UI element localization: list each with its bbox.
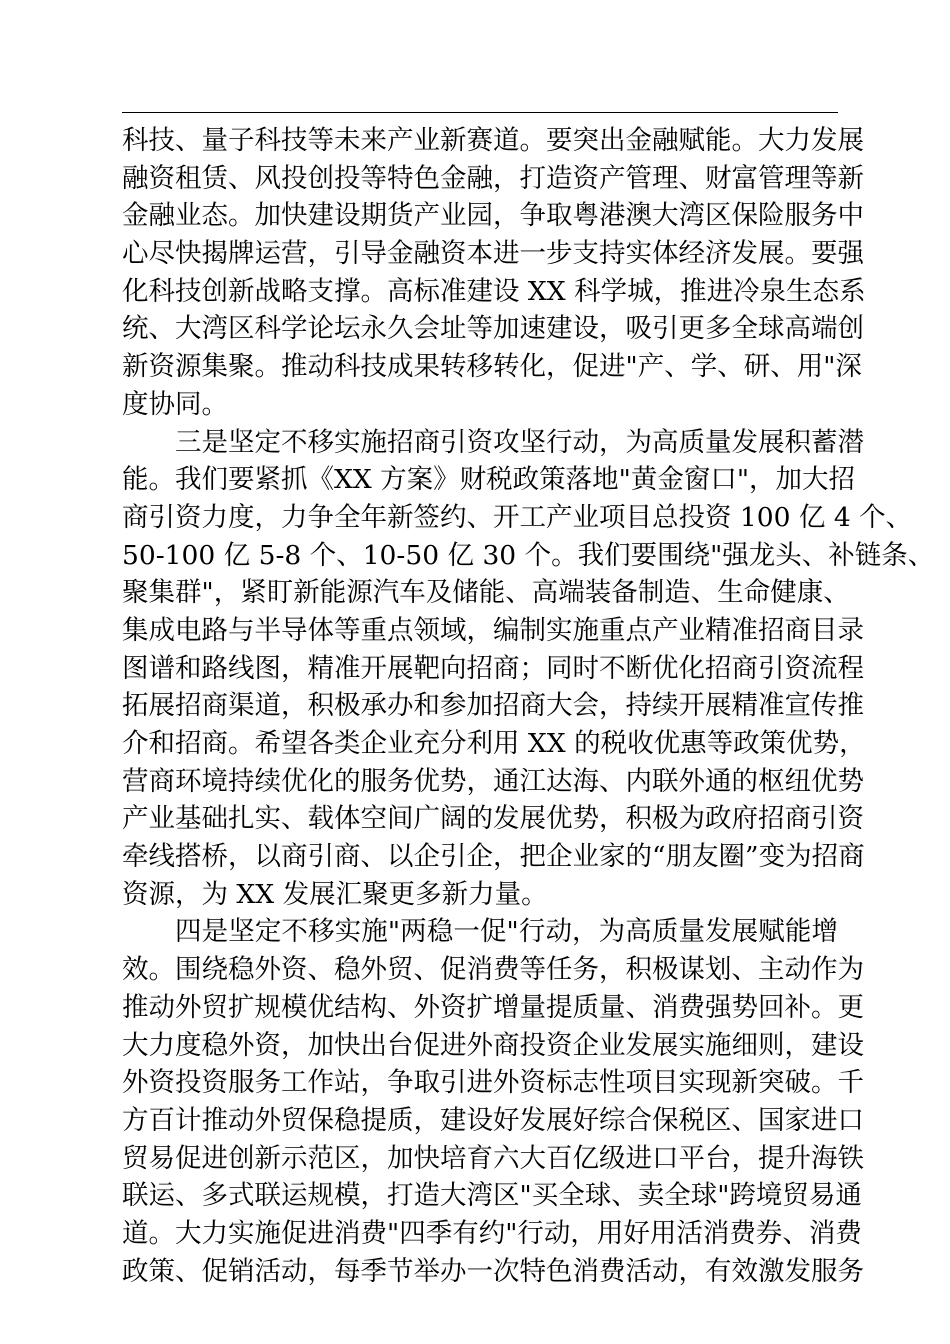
text-line: 金融业态。加快建设期货产业园，争取粤港澳大湾区保险服务中 bbox=[122, 200, 864, 232]
text-line: 化科技创新战略支撑。高标准建设 XX 科学城，推进冷泉生态系 bbox=[122, 275, 866, 307]
text-line: 贸易促进创新示范区，加快培育六大百亿级进口平台，提升海铁 bbox=[122, 1142, 864, 1174]
text-line: 外资投资服务工作站，争取引进外资标志性项目实现新突破。千 bbox=[122, 1067, 864, 1099]
paragraph-start-line: 三是坚定不移实施招商引资攻坚行动，为高质量发展积蓄潜 bbox=[175, 426, 864, 458]
text-line: 介和招商。希望各类企业充分利用 XX 的税收优惠等政策优势， bbox=[122, 728, 866, 759]
text-line: 商引资力度，力争全年新签约、开工产业项目总投资 100 亿 4 个、 bbox=[122, 501, 913, 533]
text-line: 新资源集聚。推动科技成果转移转化，促进"产、学、研、用"深 bbox=[122, 351, 862, 383]
text-line: 牵线搭桥，以商引商、以企引企，把企业家的“朋友圈”变为招商 bbox=[122, 841, 865, 873]
text-line: 产业基础扎实、载体空间广阔的发展优势，积极为政府招商引资 bbox=[122, 803, 864, 835]
document-body bbox=[122, 122, 935, 1290]
text-line: 大力度稳外资，加快出台促进外商投资企业发展实施细则，建设 bbox=[122, 1029, 864, 1061]
paragraph-start-line: 四是坚定不移实施"两稳一促"行动，为高质量发展赋能增 bbox=[175, 916, 838, 948]
text-line: 融资租赁、风投创投等特色金融，打造资产管理、财富管理等新 bbox=[122, 162, 864, 194]
header-rule bbox=[122, 112, 838, 113]
text-line: 资源，为 XX 发展汇聚更多新力量。 bbox=[122, 878, 548, 910]
text-line: 推动外贸扩规模优结构、外资扩增量提质量、消费强势回补。更 bbox=[122, 991, 864, 1023]
text-line: 科技、量子科技等未来产业新赛道。要突出金融赋能。大力发展 bbox=[122, 125, 864, 156]
text-line: 统、大湾区科学论坛永久会址等加速建设，吸引更多全球高端创 bbox=[122, 313, 864, 345]
text-line: 联运、多式联运规模，打造大湾区"买全球、卖全球"跨境贸易通 bbox=[122, 1180, 862, 1212]
text-line: 图谱和路线图，精准开展靶向招商；同时不断优化招商引资流程 bbox=[122, 652, 864, 684]
text-line: 聚集群"，紧盯新能源汽车及储能、高端装备制造、生命健康、 bbox=[122, 577, 850, 609]
text-line: 拓展招商渠道，积极承办和参加招商大会，持续开展精准宣传推 bbox=[122, 690, 864, 722]
text-line: 效。围绕稳外资、稳外贸、促消费等任务，积极谋划、主动作为 bbox=[122, 954, 864, 986]
text-line: 道。大力实施促进消费"四季有约"行动，用好用活消费券、消费 bbox=[122, 1217, 862, 1249]
text-line: 能。我们要紧抓《XX 方案》财税政策落地"黄金窗口"，加大招 bbox=[122, 464, 856, 496]
text-line: 方百计推动外贸保稳提质，建设好发展好综合保税区、国家进口 bbox=[122, 1104, 864, 1136]
text-line: 50-100 亿 5-8 个、10-50 亿 30 个。我们要围绕"强龙头、补链条、 bbox=[122, 539, 935, 571]
text-line: 政策、促销活动，每季节举办一次特色消费活动，有效激发服务 bbox=[122, 1255, 864, 1287]
text-line: 营商环境持续优化的服务优势，通江达海、内联外通的枢纽优势 bbox=[122, 765, 864, 797]
text-line: 集成电路与半导体等重点领域，编制实施重点产业精准招商目录 bbox=[122, 614, 864, 646]
text-line: 度协同。 bbox=[122, 388, 228, 420]
text-line: 心尽快揭牌运营，引导金融资本进一步支持实体经济发展。要强 bbox=[122, 238, 864, 270]
